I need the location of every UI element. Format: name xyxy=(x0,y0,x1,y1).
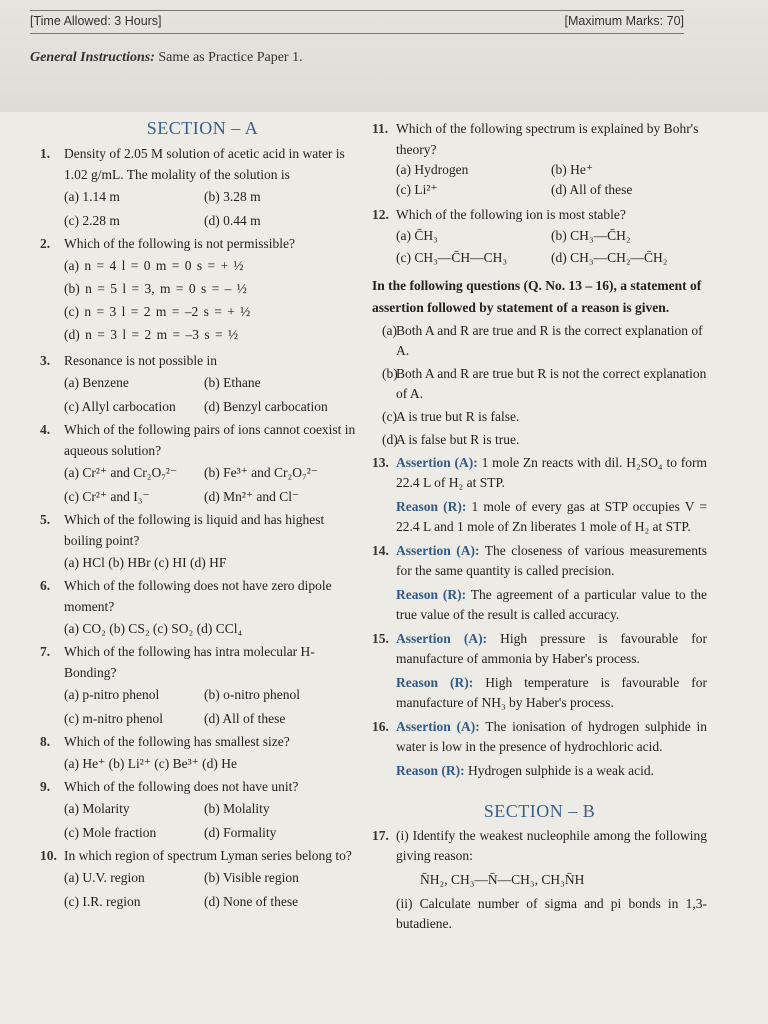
option: (c) Li²⁺ xyxy=(396,182,438,197)
option: (b) He⁺ xyxy=(551,162,593,177)
question-text: Which of the following does not have zero dipole moment? xyxy=(64,578,332,614)
maximum-marks: [Maximum Marks: 70] xyxy=(564,14,684,28)
assertion-text: The closeness of various measurements for the same quantity is called precision. xyxy=(396,543,707,578)
option: (a) C̄H₃ xyxy=(396,228,438,243)
page-header-area xyxy=(0,0,768,112)
option: (c) m-nitro phenol xyxy=(64,711,163,726)
option: (b) Visible region xyxy=(204,870,299,885)
option-row: (a) n = 4 l = 0 m = 0 s = + ½ xyxy=(64,258,244,273)
option: (c) Mole fraction xyxy=(64,825,157,840)
question-8 xyxy=(40,731,365,776)
question-number: 14. xyxy=(372,543,389,558)
reason-label: Reason (R): xyxy=(396,587,467,602)
question-10 xyxy=(40,845,365,914)
choice-text: Both A and R are true and R is the correct explanation of A. xyxy=(396,323,703,358)
question-6 xyxy=(40,575,365,641)
option: (c) 2.28 m xyxy=(64,213,120,228)
question-number: 4. xyxy=(40,422,51,437)
question-15 xyxy=(372,629,707,713)
assertion-label: Assertion (A): xyxy=(396,719,480,734)
option-row: (c) n = 3 l = 2 m = –2 s = + ½ xyxy=(64,304,251,319)
option: (b) Ethane xyxy=(204,375,261,390)
assertion-text: 1 mole Zn reacts with dil. H₂SO₄ to form 22.4 L of H₂ at STP. xyxy=(396,455,707,490)
option: (b) o-nitro phenol xyxy=(204,687,300,702)
assertion-text: High pressure is favourable for manufacture of ammonia by Haber's process. xyxy=(396,631,707,666)
option: (a) Benzene xyxy=(64,375,129,390)
option: (c) CH₃—C̄H—CH₃ xyxy=(396,250,508,265)
question-text: Density of 2.05 M solution of acetic acid in water is 1.02 g/mL. The molality of the solution is xyxy=(64,146,345,182)
option-row: (d) n = 3 l = 2 m = –3 s = ½ xyxy=(64,327,239,342)
choice-label: (a) xyxy=(382,323,397,338)
option: (a) Molarity xyxy=(64,801,130,816)
section-b-title: SECTION – B xyxy=(483,801,596,821)
question-text: Which of the following has intra molecular H-Bonding? xyxy=(64,644,315,680)
question-number: 16. xyxy=(372,719,389,734)
option: (c) Cr²⁺ and I₃⁻ xyxy=(64,489,150,504)
assertion-choices xyxy=(372,321,707,450)
question-text: Which of the following spectrum is explained by Bohr's theory? xyxy=(396,121,699,157)
question-number: 3. xyxy=(40,353,51,368)
question-text: Which of the following does not have unit? xyxy=(64,779,299,794)
question-5 xyxy=(40,509,365,575)
option: (a) p-nitro phenol xyxy=(64,687,160,702)
assertion-reason-instructions: In the following questions (Q. No. 13 – 16), a statement of assertion followed by statement of a reason is given. xyxy=(372,278,702,315)
reason-text: High temperature is favourable for manufacture of NH₃ by Haber's process. xyxy=(396,675,707,710)
assertion-label: Assertion (A): xyxy=(396,543,480,558)
option: (a) 1.14 m xyxy=(64,189,120,204)
choice-text: A is false but R is true. xyxy=(396,432,520,447)
question-number: 10. xyxy=(40,848,57,863)
right-column xyxy=(372,118,707,938)
option-row: (a) HCl (b) HBr (c) HI (d) HF xyxy=(64,555,227,570)
question-number: 7. xyxy=(40,644,51,659)
question-14 xyxy=(372,541,707,625)
question-number: 15. xyxy=(372,631,389,646)
question-number: 11. xyxy=(372,121,389,136)
header-bar xyxy=(30,10,684,34)
choice-label: (b) xyxy=(382,366,398,381)
option: (d) 0.44 m xyxy=(204,213,261,228)
option: (b) Molality xyxy=(204,801,270,816)
reason-text: The agreement of a particular value to the true value of the result is called accuracy. xyxy=(396,587,707,622)
question-number: 5. xyxy=(40,512,51,527)
option: (a) Hydrogen xyxy=(396,162,469,177)
option: (d) All of these xyxy=(204,711,286,726)
nucleophile-formulas: N̄H₂, CH₃—N̄—CH₃, CH₃N̄H xyxy=(420,872,585,887)
option: (b) 3.28 m xyxy=(204,189,261,204)
question-number: 17. xyxy=(372,828,389,843)
question-12 xyxy=(372,204,707,269)
option: (c) Allyl carbocation xyxy=(64,399,176,414)
choice-text: A is true but R is false. xyxy=(396,409,520,424)
option: (d) None of these xyxy=(204,894,299,909)
question-text: In which region of spectrum Lyman series belong to? xyxy=(64,848,352,863)
choice-label: (d) xyxy=(382,432,398,447)
option-row: (b) n = 5 l = 3, m = 0 s = – ½ xyxy=(64,281,247,296)
question-text: Resonance is not possible in xyxy=(64,353,217,368)
assertion-label: Assertion (A): xyxy=(396,631,488,646)
question-number: 12. xyxy=(372,207,389,222)
question-2 xyxy=(40,233,365,346)
question-1 xyxy=(40,143,365,233)
question-text: Which of the following pairs of ions cannot coexist in aqueous solution? xyxy=(64,422,356,458)
question-number: 6. xyxy=(40,578,51,593)
question-4 xyxy=(40,419,365,509)
instructions-text: Same as Practice Paper 1. xyxy=(154,50,303,65)
left-column xyxy=(40,118,365,914)
question-11 xyxy=(372,118,707,200)
option: (d) CH₃—CH₂—C̄H₂ xyxy=(551,250,668,265)
question-number: 1. xyxy=(40,146,51,161)
option: (a) U.V. region xyxy=(64,870,145,885)
choice-text: Both A and R are true but R is not the correct explanation of A. xyxy=(396,366,707,401)
option: (a) Cr²⁺ and Cr₂O₇²⁻ xyxy=(64,465,178,480)
option: (d) Mn²⁺ and Cl⁻ xyxy=(204,489,300,504)
question-part-text: (ii) Calculate number of sigma and pi bonds in 1,3-butadiene. xyxy=(396,896,707,931)
option: (c) I.R. region xyxy=(64,894,141,909)
question-text: Which of the following ion is most stable? xyxy=(396,207,626,222)
option: (d) Benzyl carbocation xyxy=(204,399,328,414)
question-text: Which of the following has smallest size? xyxy=(64,734,290,749)
question-17 xyxy=(372,826,707,934)
assertion-label: Assertion (A): xyxy=(396,455,478,470)
question-part-text: (i) Identify the weakest nucleophile among the following giving reason: xyxy=(396,828,707,863)
general-instructions xyxy=(30,50,303,66)
question-16 xyxy=(372,717,707,781)
time-allowed: [Time Allowed: 3 Hours] xyxy=(30,14,162,28)
option: (b) Fe³⁺ and Cr₂O₇²⁻ xyxy=(204,465,318,480)
reason-text: 1 mole of every gas at STP occupies V = 22.4 L and 1 mole of Zn liberates 1 mole of H₂ at STP. xyxy=(396,499,707,534)
question-7 xyxy=(40,641,365,731)
question-13 xyxy=(372,453,707,537)
instructions-label: General Instructions: xyxy=(30,50,155,65)
option: (d) All of these xyxy=(551,182,633,197)
option: (d) Formality xyxy=(204,825,277,840)
reason-text: Hydrogen sulphide is a weak acid. xyxy=(464,763,654,778)
question-number: 13. xyxy=(372,455,389,470)
section-a-title: SECTION – A xyxy=(146,118,259,138)
question-number: 9. xyxy=(40,779,51,794)
assertion-text: The ionisation of hydrogen sulphide in water is low in the presence of hydrochloric acid. xyxy=(396,719,707,754)
question-number: 2. xyxy=(40,236,51,251)
question-text: Which of the following is liquid and has highest boiling point? xyxy=(64,512,325,548)
reason-label: Reason (R): xyxy=(396,675,474,690)
reason-label: Reason (R): xyxy=(396,763,465,778)
question-9 xyxy=(40,776,365,845)
choice-label: (c) xyxy=(382,409,397,424)
question-text: Which of the following is not permissible? xyxy=(64,236,295,251)
option: (b) CH₃—C̄H₂ xyxy=(551,228,631,243)
question-number: 8. xyxy=(40,734,51,749)
option-row: (a) CO₂ (b) CS₂ (c) SO₂ (d) CCl₄ xyxy=(64,621,243,636)
option-row: (a) He⁺ (b) Li²⁺ (c) Be³⁺ (d) He xyxy=(64,756,238,771)
question-3 xyxy=(40,350,365,419)
reason-label: Reason (R): xyxy=(396,499,467,514)
